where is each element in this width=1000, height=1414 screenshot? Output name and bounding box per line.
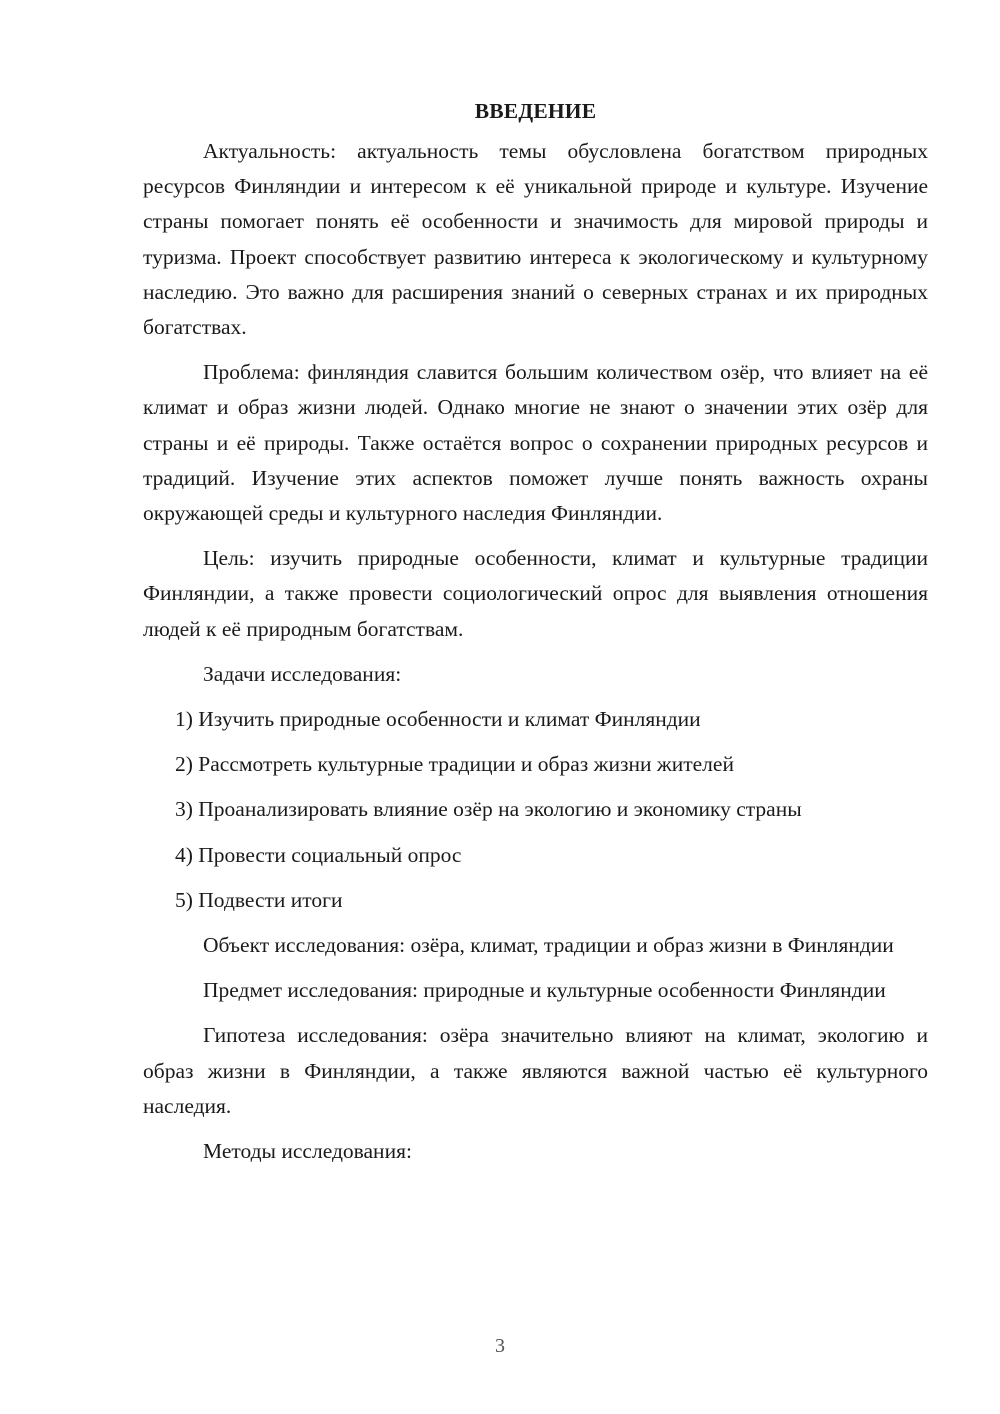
task-item-1: 1) Изучить природные особенности и климат Финляндии — [175, 707, 701, 732]
section-title: ВВЕДЕНИЕ — [474, 99, 597, 123]
document-page — [143, 96, 928, 1179]
tasks-heading: Задачи исследования: — [203, 661, 402, 686]
page-number: 3 — [495, 1335, 505, 1357]
relevance-paragraph: Актуальность: актуальность темы обусловлена богатством природных ресурсов Финляндии и интересом к её уникальной природе и культуре. Изучение страны помогает понять её особенности и значимость для мировой природы и туризма. Проект способствует развитию интереса к экологическому и культурному наследию. Это важно для расширения знаний о северных странах и их природных богатствах. — [143, 139, 928, 340]
tasks-list — [143, 702, 928, 918]
problem-paragraph: Проблема: финляндия славится большим количеством озёр, что влияет на её климат и образ жизни людей. Однако многие не знают о значении этих озёр для страны и её природы. Также остаётся вопрос о сохранении природных ресурсов и традиций. Изучение этих аспектов поможет лучше понять важность охраны окружающей среды и культурного наследия Финляндии. — [143, 360, 928, 526]
task-item-2: 2) Рассмотреть культурные традиции и образ жизни жителей — [175, 752, 734, 777]
subject-paragraph: Предмет исследования: природные и культурные особенности Финляндии — [203, 978, 886, 1003]
task-item-4: 4) Провести социальный опрос — [175, 842, 462, 867]
task-item-3: 3) Проанализировать влияние озёр на экологию и экономику страны — [175, 797, 802, 822]
methods-heading: Методы исследования: — [203, 1139, 412, 1164]
goal-paragraph: Цель: изучить природные особенности, климат и культурные традиции Финляндии, а также провести социологический опрос для выявления отношения людей к её природным богатствам. — [143, 546, 928, 641]
task-item-5: 5) Подвести итоги — [175, 887, 343, 912]
object-paragraph: Объект исследования: озёра, климат, традиции и образ жизни в Финляндии — [203, 933, 894, 958]
hypothesis-paragraph: Гипотеза исследования: озёра значительно влияют на климат, экологию и образ жизни в Финляндии, а также являются важной частью её культурного наследия. — [143, 1023, 928, 1118]
